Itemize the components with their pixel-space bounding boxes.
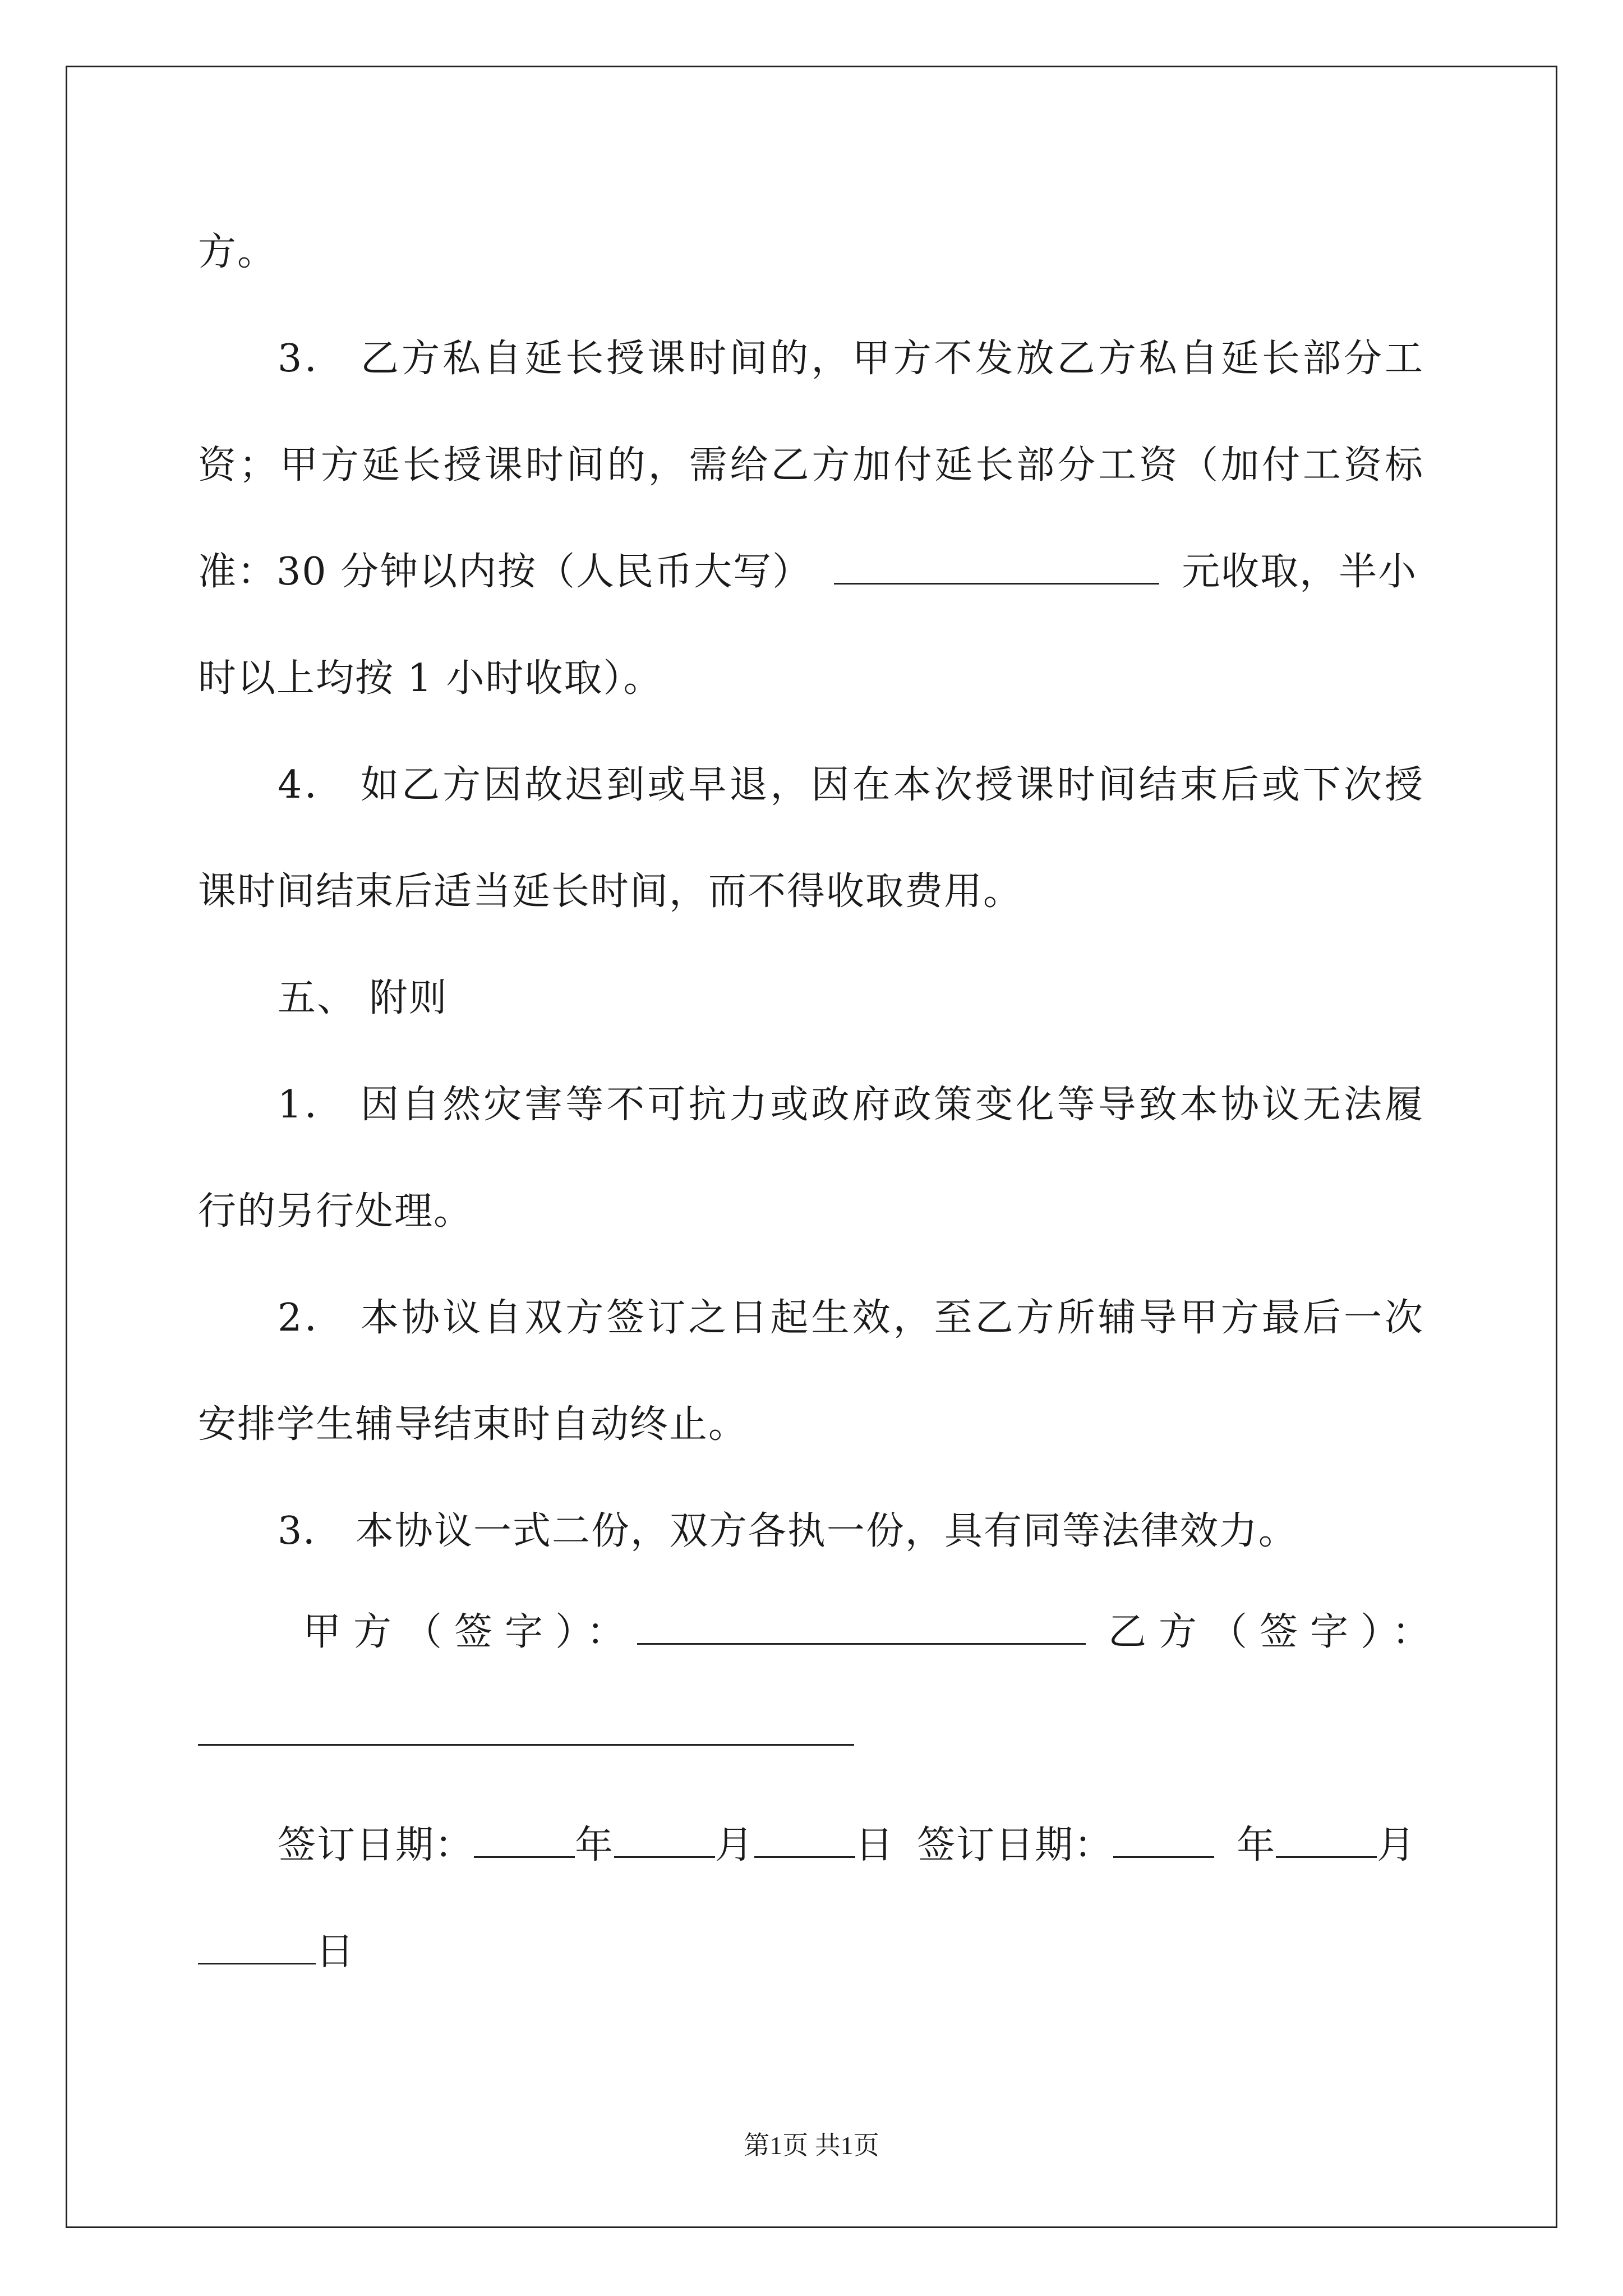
rate-label: 准：30 分钟以内按（人民币大写） (198, 550, 812, 594)
party-a-sign-label: 甲方（签字）： (303, 1610, 638, 1654)
clause-3-line-1: 3． 乙方私自延长授课时间的，甲方不发放乙方私自延长部分工 (278, 337, 1424, 381)
date-a-month-blank[interactable] (614, 1820, 715, 1858)
year-label: 年 (1237, 1823, 1276, 1867)
month-label: 月 (1377, 1823, 1417, 1867)
appendix-1-line-1: 1． 因自然灾害等不可抗力或政府政策变化等导致本协议无法履 (278, 1083, 1424, 1127)
party-b-sign-blank[interactable] (198, 1708, 854, 1746)
day-label: 日 (316, 1930, 356, 1974)
clause-4-line-1: 4． 如乙方因故迟到或早退，因在本次授课时间结束后或下次授 (278, 763, 1424, 807)
clause-3-line-3 (198, 544, 1424, 600)
day-label: 日 (855, 1823, 895, 1867)
rate-amount-blank[interactable] (834, 547, 1159, 585)
date-b-day-blank[interactable] (198, 1927, 316, 1964)
rate-suffix: 元收取，半小 (1182, 550, 1418, 594)
month-label: 月 (715, 1823, 755, 1867)
date-a-year-blank[interactable] (474, 1820, 575, 1858)
text-line: 方。 (198, 230, 277, 274)
page-border (66, 66, 1557, 2228)
page-footer: 第1页 共1页 (744, 2131, 879, 2160)
date-row (278, 1818, 1424, 1874)
appendix-1-line-2: 行的另行处理。 (198, 1189, 473, 1234)
clause-3-line-4: 时以上均按 1 小时收取）。 (198, 656, 663, 701)
date-b-month-blank[interactable] (1276, 1820, 1377, 1858)
appendix-2-line-2: 安排学生辅导结束时自动终止。 (198, 1402, 748, 1447)
section-heading: 五、 附则 (278, 976, 448, 1020)
party-a-sign-blank[interactable] (637, 1607, 1086, 1645)
appendix-3-line: 3． 本协议一式二份，双方各执一份，具有同等法律效力。 (278, 1509, 1298, 1553)
year-label: 年 (575, 1823, 615, 1867)
signature-row (303, 1604, 1443, 1660)
clause-4-line-2: 课时间结束后适当延长时间，而不得收取费用。 (198, 869, 1023, 914)
date-a-label: 签订日期： (278, 1823, 474, 1867)
date-a-day-blank[interactable] (754, 1820, 855, 1858)
date-b-day-line (198, 1924, 1424, 1980)
date-b-label: 签订日期： (917, 1823, 1114, 1867)
date-b-year-blank[interactable] (1113, 1820, 1214, 1858)
appendix-2-line-1: 2． 本协议自双方签订之日起生效，至乙方所辅导甲方最后一次 (278, 1296, 1424, 1340)
clause-3-line-2: 资；甲方延长授课时间的，需给乙方加付延长部分工资（加付工资标 (198, 443, 1424, 487)
party-b-sign-label: 乙方（签字）： (1108, 1610, 1443, 1654)
party-b-sign-line (198, 1705, 1424, 1761)
